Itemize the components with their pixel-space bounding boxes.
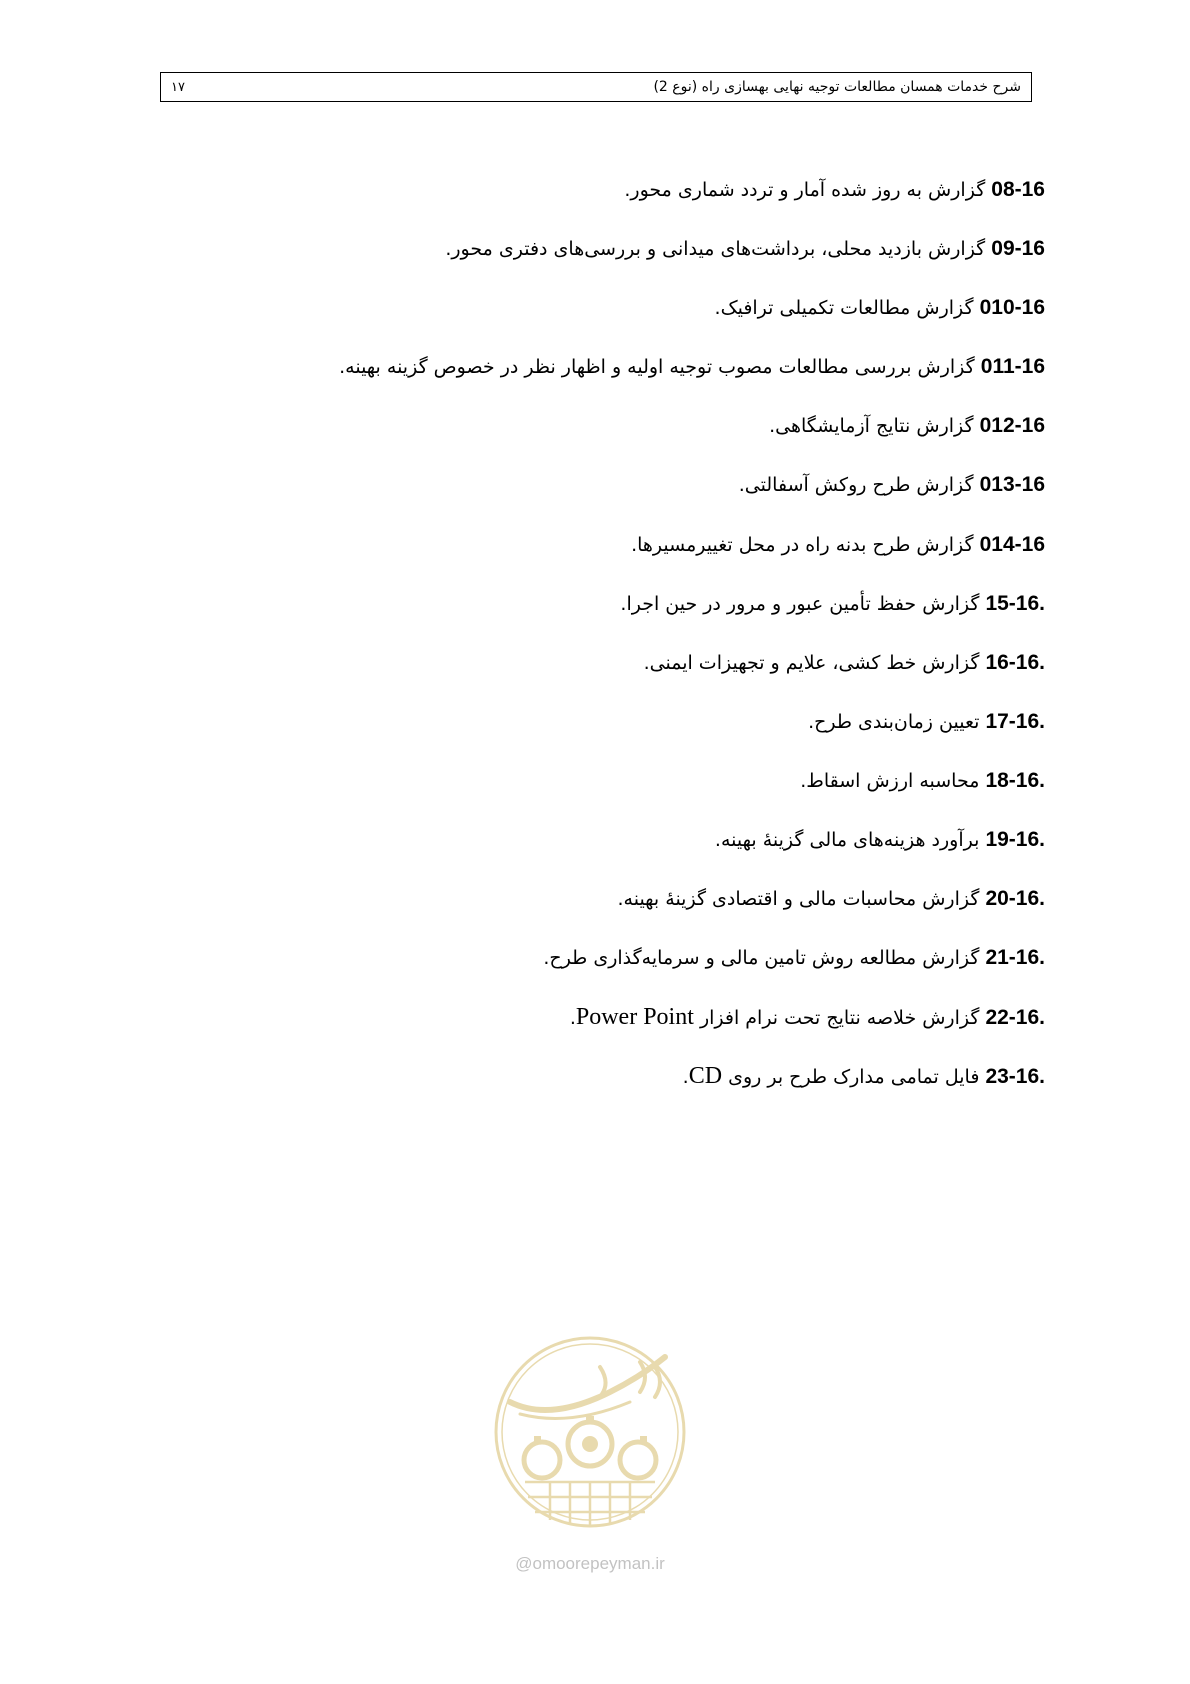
- item-latin-term: CD: [688, 1063, 723, 1090]
- watermark-url: [490, 1554, 690, 1574]
- item-latin-term: Power Point: [575, 1004, 694, 1031]
- item-text: گزارش خط کشی، علایم و تجهیزات ایمنی.: [643, 651, 980, 674]
- item-number: 08-16: [991, 178, 1045, 201]
- item-text: گزارش طرح بدنه راه در محل تغییرمسیرها.: [631, 533, 974, 556]
- item-end-punctuation: .: [682, 1066, 689, 1089]
- watermark-url-text: omoorepeyman.ir: [532, 1554, 665, 1573]
- item-number: 013-16: [979, 473, 1045, 497]
- item-text: گزارش حفظ تأمین عبور و مرور در حین اجرا.: [620, 592, 980, 615]
- item-text: گزارش بازدید محلی، برداشت‌های میدانی و بررسی‌های دفتری محور.: [445, 238, 986, 261]
- item-end-punctuation: .: [569, 1007, 576, 1030]
- item-number: 15-16.: [985, 591, 1045, 615]
- item-text: محاسبه ارزش اسقاط.: [800, 769, 980, 792]
- item-number: 22-16.: [985, 1006, 1045, 1030]
- item-number: 20-16.: [985, 887, 1045, 911]
- list-item: [145, 584, 1045, 643]
- item-number: 17-16.: [985, 709, 1045, 733]
- list-item: [145, 879, 1045, 938]
- item-text: گزارش محاسبات مالی و اقتصادی گزینهٔ بهینه.: [617, 888, 980, 911]
- list-item: [145, 702, 1045, 761]
- item-text: تعیین زمان‌بندی طرح.: [808, 710, 980, 733]
- item-text: برآورد هزینه‌های مالی گزینهٔ بهینه.: [714, 829, 980, 852]
- watermark-logo: [490, 1332, 690, 1602]
- page-number: ۱۷: [171, 79, 185, 95]
- list-item: [145, 761, 1045, 820]
- list-item: [145, 406, 1045, 465]
- item-number: 012-16: [979, 414, 1045, 438]
- item-text: گزارش خلاصه نتایج تحت نرام افزار: [699, 1007, 980, 1030]
- item-text: گزارش نتایج آزمایشگاهی.: [769, 415, 974, 438]
- list-item: [145, 229, 1045, 288]
- at-icon: @: [515, 1554, 533, 1573]
- item-number: 23-16.: [985, 1065, 1045, 1089]
- list-item: [145, 525, 1045, 584]
- list-item: [145, 170, 1045, 229]
- item-number: 16-16.: [985, 650, 1045, 674]
- list-item: [145, 820, 1045, 879]
- deliverables-list: [145, 170, 1045, 1116]
- list-item: [145, 643, 1045, 702]
- list-item: [145, 938, 1045, 997]
- item-number: 18-16.: [985, 768, 1045, 792]
- item-text: گزارش مطالعه روش تامین مالی و سرمایه‌گذاری طرح.: [543, 947, 980, 970]
- item-number: 011-16: [980, 355, 1045, 379]
- list-item: [145, 1056, 1045, 1115]
- item-text: گزارش به روز شده آمار و تردد شماری محور.: [624, 179, 986, 201]
- list-item: [145, 288, 1045, 347]
- item-text: گزارش بررسی مطالعات مصوب توجیه اولیه و اظهار نظر در خصوص گزینه بهینه.: [339, 356, 975, 379]
- document-title: شرح خدمات همسان مطالعات توجیه نهایی بهسازی راه (نوع 2): [653, 79, 1021, 95]
- list-item: [145, 465, 1045, 524]
- list-item: [145, 997, 1045, 1056]
- item-number: 010-16: [979, 296, 1045, 320]
- item-text: گزارش طرح روکش آسفالتی.: [738, 474, 974, 497]
- item-text: گزارش مطالعات تکمیلی ترافیک.: [714, 297, 974, 320]
- item-number: 21-16.: [985, 946, 1045, 970]
- omoorepeyman-logo-icon: [490, 1332, 690, 1552]
- list-item: [145, 347, 1045, 406]
- item-number: 19-16.: [985, 828, 1045, 852]
- item-number: 09-16: [991, 237, 1045, 261]
- page-header: [160, 72, 1032, 102]
- item-text: فایل تمامی مدارک طرح بر روی: [728, 1066, 980, 1089]
- item-number: 014-16: [979, 532, 1045, 556]
